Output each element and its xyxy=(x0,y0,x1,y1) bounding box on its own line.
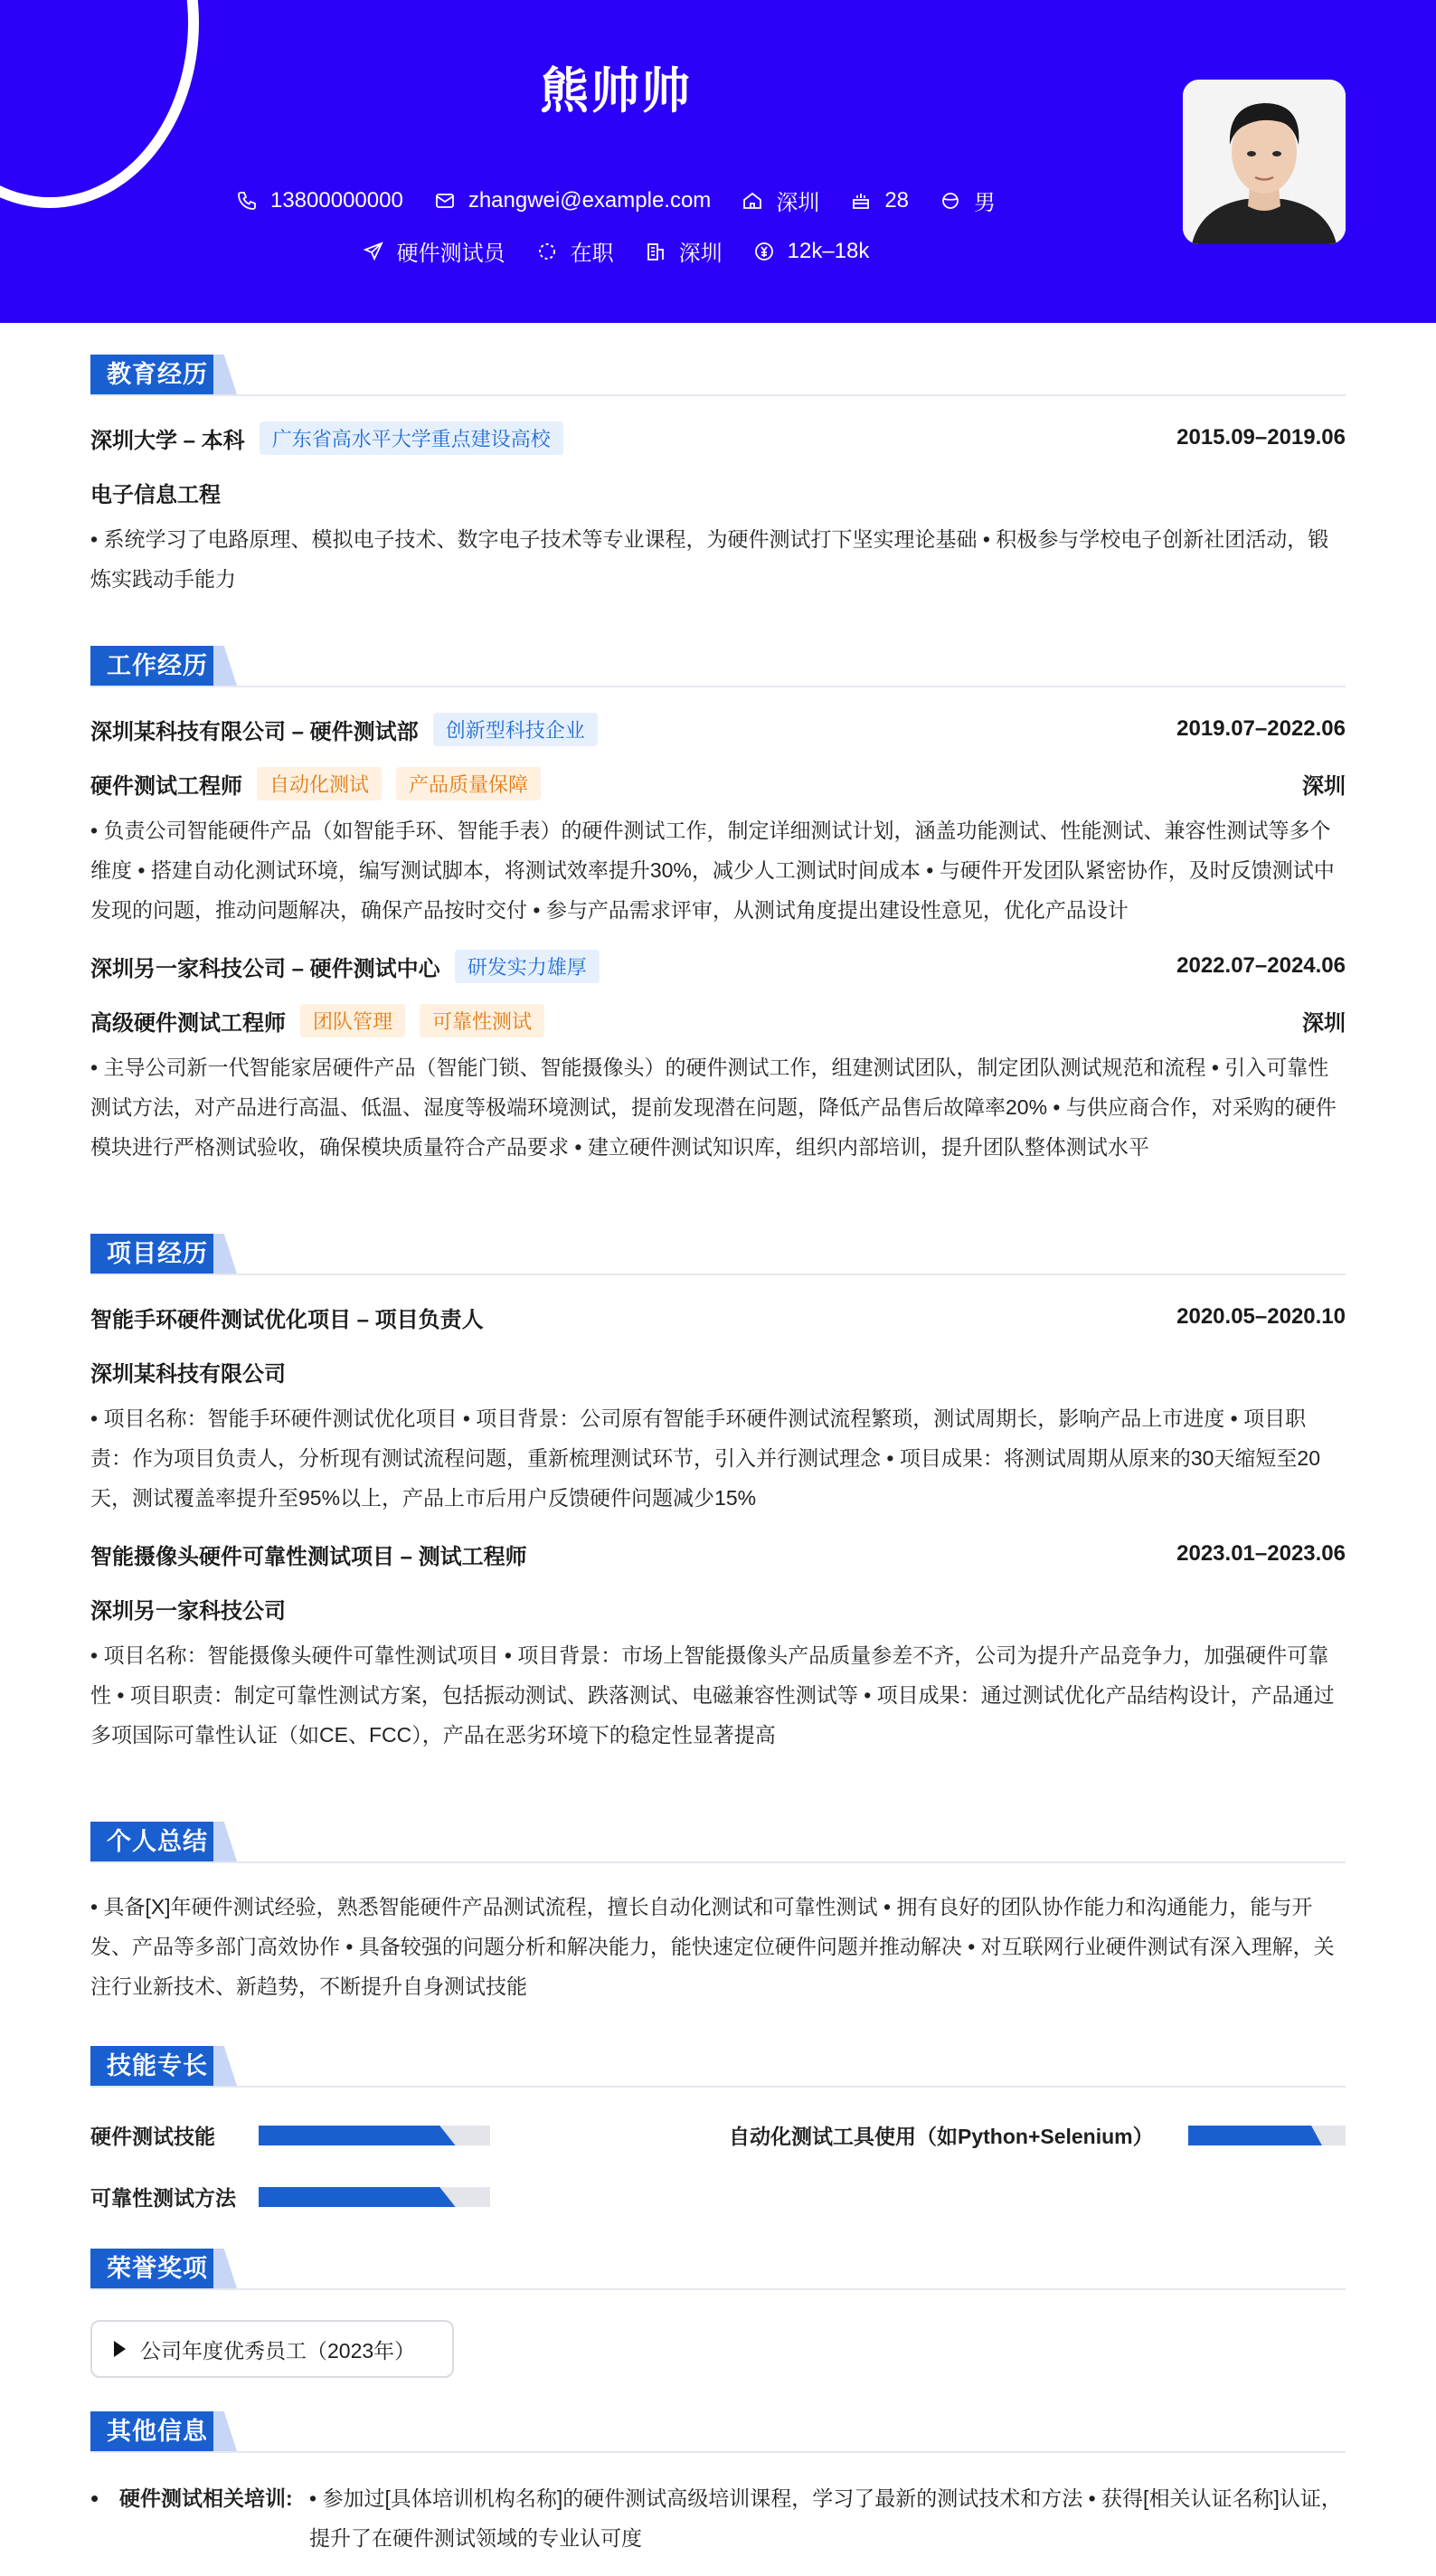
work-date: 2019.07–2022.06 xyxy=(1176,716,1346,741)
section-title-tail xyxy=(213,2411,237,2451)
section-header xyxy=(90,355,1346,396)
skill-bar xyxy=(259,2126,490,2145)
other-section xyxy=(90,2411,1346,2453)
city-info xyxy=(742,185,819,216)
work-date: 2022.07–2024.06 xyxy=(1176,953,1346,978)
project-row xyxy=(90,1532,1346,1576)
phone-info xyxy=(236,185,403,216)
work-city-info xyxy=(645,235,723,267)
skill-label: 硬件测试技能 xyxy=(90,2125,215,2148)
city-text: 深圳 xyxy=(776,191,820,215)
section-header xyxy=(90,1234,1346,1275)
gender-info xyxy=(940,185,996,216)
role-name: 高级硬件测试工程师 xyxy=(90,1010,286,1036)
section-title-tail xyxy=(213,1234,237,1274)
education-section xyxy=(90,355,1346,599)
gender-text: 男 xyxy=(974,191,997,215)
project-section xyxy=(90,1234,1346,1755)
candidate-name: 熊帅帅 xyxy=(540,64,692,118)
salary-info xyxy=(753,235,870,267)
section-title-tail xyxy=(213,646,237,686)
work-description: • 负责公司智能硬件产品（如智能手环、智能手表）的硬件测试工作，制定详细测试计划，涵盖功能测试、性能测试、兼容性测试等多个维度 • 搭建自动化测试环境，编写测试脚本，将测试效率提升30%，减少人工测试时间成本 • 与硬件开发团队紧密协作，及时反馈测试中发现的问题，推动问题解决，确保产品按时交付 • 参与产品需求评审，从测试角度提出建设性意见，优化产品设计 xyxy=(90,819,1335,922)
education-date: 2015.09–2019.06 xyxy=(1176,425,1346,450)
phone-icon xyxy=(236,190,258,212)
building-icon xyxy=(645,241,666,262)
work-section xyxy=(90,646,1346,1167)
honor-text: 公司年度优秀员工（2023年） xyxy=(140,2338,416,2363)
summary-section xyxy=(90,1822,1346,2006)
job-info xyxy=(363,235,505,267)
section-title: 教育经历 xyxy=(90,355,224,394)
company-name: 深圳另一家科技公司 – 硬件测试中心 xyxy=(90,956,440,981)
section-title: 技能专长 xyxy=(90,2046,224,2086)
section-header xyxy=(90,1822,1346,1863)
job-row xyxy=(0,235,1232,267)
section-title-tail xyxy=(213,2046,237,2086)
project-company-row xyxy=(90,1586,1346,1630)
section-title: 荣誉奖项 xyxy=(90,2249,224,2288)
work-city: 深圳 xyxy=(1302,773,1346,799)
section-header xyxy=(90,646,1346,687)
email-info xyxy=(434,185,712,216)
status-info xyxy=(536,235,614,267)
job-text: 硬件测试员 xyxy=(396,242,505,266)
skill-tag: 团队管理 xyxy=(300,1004,405,1037)
work-role-row xyxy=(90,762,1346,805)
work-company-row xyxy=(90,944,1346,988)
work-company-left xyxy=(90,713,598,746)
section-title-tail xyxy=(213,355,237,394)
project-name: 智能摄像头硬件可靠性测试项目 – 测试工程师 xyxy=(90,1544,527,1569)
other-label: 硬件测试相关培训: xyxy=(119,2486,293,2510)
salary-text: 12k–18k xyxy=(787,238,870,263)
skill-bar xyxy=(1188,2126,1346,2145)
work-company-left xyxy=(90,950,600,983)
section-header xyxy=(90,2249,1346,2290)
company-tag: 研发实力雄厚 xyxy=(455,950,600,983)
section-title-tail xyxy=(213,1822,237,1861)
project-row xyxy=(90,1295,1346,1339)
company-tag: 创新型科技企业 xyxy=(433,713,598,746)
work-description: • 主导公司新一代智能家居硬件产品（智能门锁、智能摄像头）的硬件测试工作，组建测试团队，制定团队测试规范和流程 • 引入可靠性测试方法，对产品进行高温、低温、湿度等极端环境测试，提前发现潜在问题，降低产品售后故障率20% • 与供应商合作，对采购的硬件模块进行严格测试验收，确保模块质量符合产品要求 • 建立硬件测试知识库，组织内部培训，提升团队整体测试水平 xyxy=(90,1056,1337,1159)
resume-header xyxy=(0,0,1436,323)
section-title: 项目经历 xyxy=(90,1234,224,1274)
role-name: 硬件测试工程师 xyxy=(90,773,242,799)
project-company-row xyxy=(90,1350,1346,1393)
skill-label: 自动化测试工具使用（如Python+Selenium） xyxy=(729,2125,1154,2148)
home-icon xyxy=(742,190,763,212)
education-row xyxy=(90,416,1346,459)
work-role-row xyxy=(90,999,1346,1042)
project-name: 智能手环硬件测试优化项目 – 项目负责人 xyxy=(90,1307,484,1332)
age-text: 28 xyxy=(884,187,910,213)
school-tag: 广东省高水平大学重点建设高校 xyxy=(260,421,563,455)
section-title: 工作经历 xyxy=(90,646,224,686)
project-description: • 项目名称：智能手环硬件测试优化项目 • 项目背景：公司原有智能手环硬件测试流程繁琐，测试周期长，影响产品上市进度 • 项目职责：作为项目负责人，分析现有测试流程问题，重新梳理测试环节，引入并行测试理念 • 项目成果：将测试周期从原来的30天缩短至20天，测试覆盖率提升至95%以上，产品上市后用户反馈硬件问题减少15% xyxy=(90,1406,1320,1510)
email-text: zhangwei@example.com xyxy=(468,187,712,213)
section-header xyxy=(90,2411,1346,2453)
skills-section xyxy=(90,2046,1346,2088)
section-title-tail xyxy=(213,2249,237,2288)
work-company-row xyxy=(90,707,1346,751)
skill-tag: 产品质量保障 xyxy=(396,767,541,800)
cake-icon xyxy=(850,190,872,212)
skill-label: 可靠性测试方法 xyxy=(90,2186,236,2210)
section-header xyxy=(90,2046,1346,2088)
project-date: 2020.05–2020.10 xyxy=(1176,1304,1346,1329)
skill-bar-fill xyxy=(1188,2126,1322,2145)
school-name: 深圳大学 – 本科 xyxy=(90,428,245,453)
major-row xyxy=(90,470,1346,514)
project-company: 深圳某科技有限公司 xyxy=(90,1361,286,1387)
work-role-left xyxy=(90,767,541,800)
work-city: 深圳 xyxy=(1302,1010,1346,1036)
avatar-image xyxy=(1183,80,1346,244)
phone-text: 13800000000 xyxy=(269,187,403,213)
other-description: • 参加过[具体培训机构名称]的硬件测试高级培训课程，学习了最新的测试技术和方法 • 获得[相关认证名称]认证，提升了在硬件测试领域的专业认可度 xyxy=(309,2486,1342,2550)
skill-bar xyxy=(259,2187,490,2207)
skill-bar-fill xyxy=(259,2126,456,2145)
honor-item xyxy=(90,2320,454,2378)
work-city-text: 深圳 xyxy=(678,242,723,266)
mail-icon xyxy=(434,190,456,212)
list-bullet: • xyxy=(90,2485,99,2512)
profile-photo xyxy=(1183,80,1346,244)
skill-bar-fill xyxy=(259,2187,456,2207)
gender-icon xyxy=(940,190,961,212)
contact-row xyxy=(0,185,1232,216)
education-left xyxy=(90,421,563,455)
status-text: 在职 xyxy=(570,242,614,266)
play-icon xyxy=(114,2341,126,2357)
project-description: • 项目名称：智能摄像头硬件可靠性测试项目 • 项目背景：市场上智能摄像头产品质量参差不齐，公司为提升产品竞争力，加强硬件可靠性 • 项目职责：制定可靠性测试方案，包括振动测试、跌落测试、电磁兼容性测试等 • 项目成果：通过测试优化产品结构设计，产品通过多项国际可靠性认证（如CE、FCC），产品在恶劣环境下的稳定性显著提高 xyxy=(90,1643,1335,1747)
company-name: 深圳某科技有限公司 – 硬件测试部 xyxy=(90,719,419,744)
major-name: 电子信息工程 xyxy=(90,482,221,507)
yen-icon xyxy=(753,241,775,262)
section-title: 其他信息 xyxy=(90,2411,224,2451)
work-role-left xyxy=(90,1004,544,1037)
loading-icon xyxy=(536,241,558,262)
summary-description: • 具备[X]年硬件测试经验，熟悉智能硬件产品测试流程，擅长自动化测试和可靠性测试 • 拥有良好的团队协作能力和沟通能力，能与开发、产品等多部门高效协作 • 具备较强的问题分析和解决能力，能快速定位硬件问题并推动解决 • 对互联网行业硬件测试有深入理解，关注行业新技术、新趋势，不断提升自身测试技能 xyxy=(90,1895,1335,1998)
age-info xyxy=(850,185,909,216)
skill-tag: 可靠性测试 xyxy=(420,1004,544,1037)
send-icon xyxy=(363,241,384,262)
skill-tag: 自动化测试 xyxy=(257,767,382,800)
education-description: • 系统学习了电路原理、模拟电子技术、数字电子技术等专业课程，为硬件测试打下坚实理论基础 • 积极参与学校电子创新社团活动，锻炼实践动手能力 xyxy=(90,527,1329,591)
project-company: 深圳另一家科技公司 xyxy=(90,1598,286,1624)
project-date: 2023.01–2023.06 xyxy=(1176,1541,1346,1566)
honors-section xyxy=(90,2249,1346,2290)
section-title: 个人总结 xyxy=(90,1822,224,1861)
